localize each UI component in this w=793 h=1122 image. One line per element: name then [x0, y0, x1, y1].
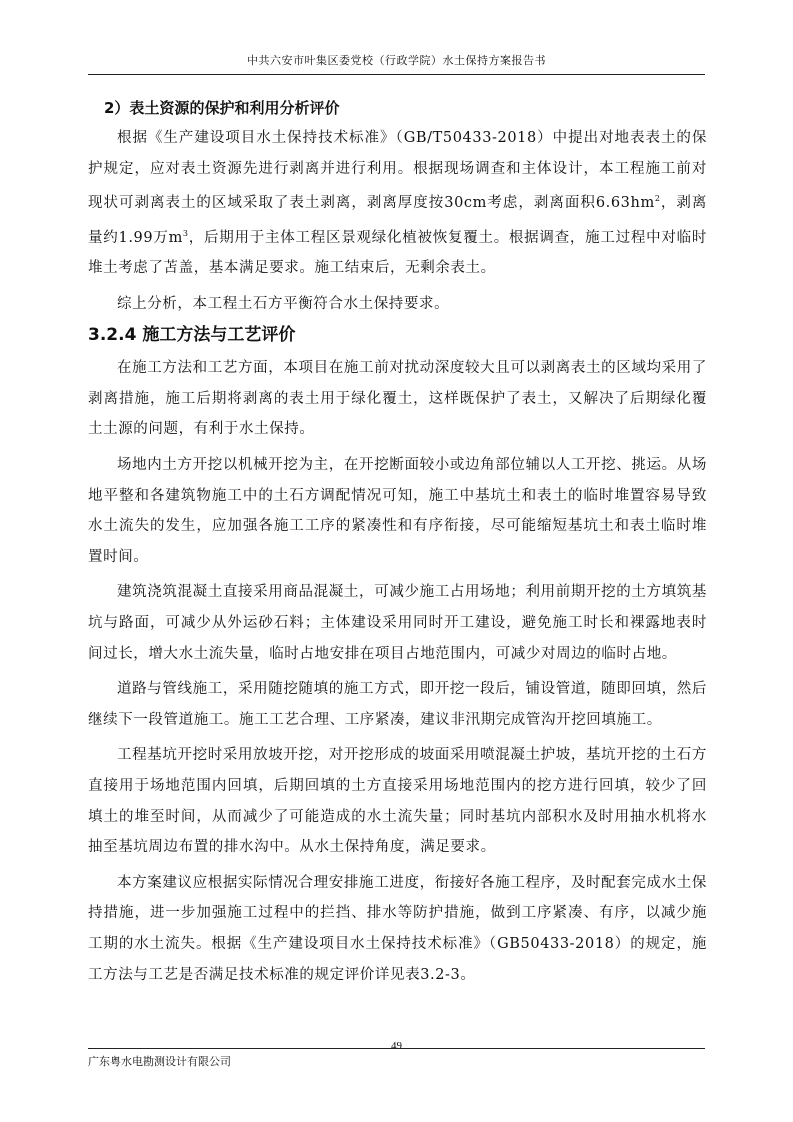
paragraph-recommendation: 本方案建议应根据实际情况合理安排施工进度，衔接好各施工程序，及时配套完成水土保持措施，进一步加强施工过程中的拦挡、排水等防护措施，做到工序紧凑、有序，以减少施工期的水土流失。根据《生产建设项目水土保持技术标准》（GB50433-2018）的规定，施工方法与工艺是否满足技术标准的规定评价详见表3.2-3。 [88, 874, 707, 983]
paragraph-topsoil: 根据《生产建设项目水土保持技术标准》（GB/T50433-2018）中提出对地表表土的保护规定，应对表土资源先进行剥离并进行利用。根据现场调查和主体设计，本工程施工前对现状可剥离表土的区域采取了表土剥离，剥离厚度按30cm考虑，剥离面积$6.63hm^2$，剥离量约1.99万$m^3$，后期用于主体工程区景观绿化植被恢复覆土。根据调查，施工过程中对临时堆土考虑了苫盖，基本满足要求。施工结束后，无剩余表土。 [88, 130, 707, 277]
paragraph-summary: 综上分析，本工程土石方平衡符合水土保持要求。 [117, 295, 450, 312]
document-body [88, 93, 707, 990]
paragraph-foundation-pit: 工程基坑开挖时采用放坡开挖，对开挖形成的坡面采用喷混凝土护坡，基坑开挖的土石方直接用于场地范围内回填，后期回填的土方直接采用场地范围内的挖方进行回填，较少了回填土的堆至时间，从而减少了可能造成的水土流失量；同时基坑内部积水及时用抽水机将水抽至基坑周边布置的排水沟中。从水土保持角度，满足要求。 [88, 747, 707, 856]
header-title: 中共六安市叶集区委党校（行政学院）水土保持方案报告书 [247, 54, 546, 67]
footer-divider [88, 1048, 705, 1049]
paragraph-concrete: 建筑浇筑混凝土直接采用商品混凝土，可减少施工占用场地；利用前期开挖的土方填筑基坑与路面，可减少从外运砂石料；主体建设采用同时开工建设，避免施工时长和裸露地表时间过长，增大水土流失量，临时占地安排在项目占地范围内，可减少对周边的临时占地。 [88, 584, 707, 662]
footer-company: 广东粤水电勘测设计有限公司 [88, 1055, 231, 1068]
subsection-heading: 2）表土资源的保护和利用分析评价 [104, 99, 340, 117]
section-heading: 3.2.4 施工方法与工艺评价 [88, 325, 296, 346]
paragraph-pipeline: 道路与管线施工，采用随挖随填的施工方式，即开挖一段后，铺设管道，随即回填，然后继续下一段管道施工。施工工艺合理、工序紧凑，建议非汛期完成管沟开挖回填施工。 [88, 681, 707, 728]
paragraph-method: 在施工方法和工艺方面，本项目在施工前对扰动深度较大且可以剥离表土的区域均采用了剥离措施，施工后期将剥离的表土用于绿化覆土，这样既保护了表土，又解决了后期绿化覆土土源的问题，有利于水土保持。 [88, 360, 707, 438]
paragraph-excavation: 场地内土方开挖以机械开挖为主，在开挖断面较小或边角部位辅以人工开挖、挑运。从场地平整和各建筑物施工中的土石方调配情况可知，施工中基坑土和表土的临时堆置容易导致水土流失的发生，应加强各施工工序的紧凑性和有序衔接，尽可能缩短基坑土和表土临时堆置时间。 [88, 457, 707, 565]
page-number: 49 [391, 1040, 402, 1052]
page-header [88, 52, 705, 75]
